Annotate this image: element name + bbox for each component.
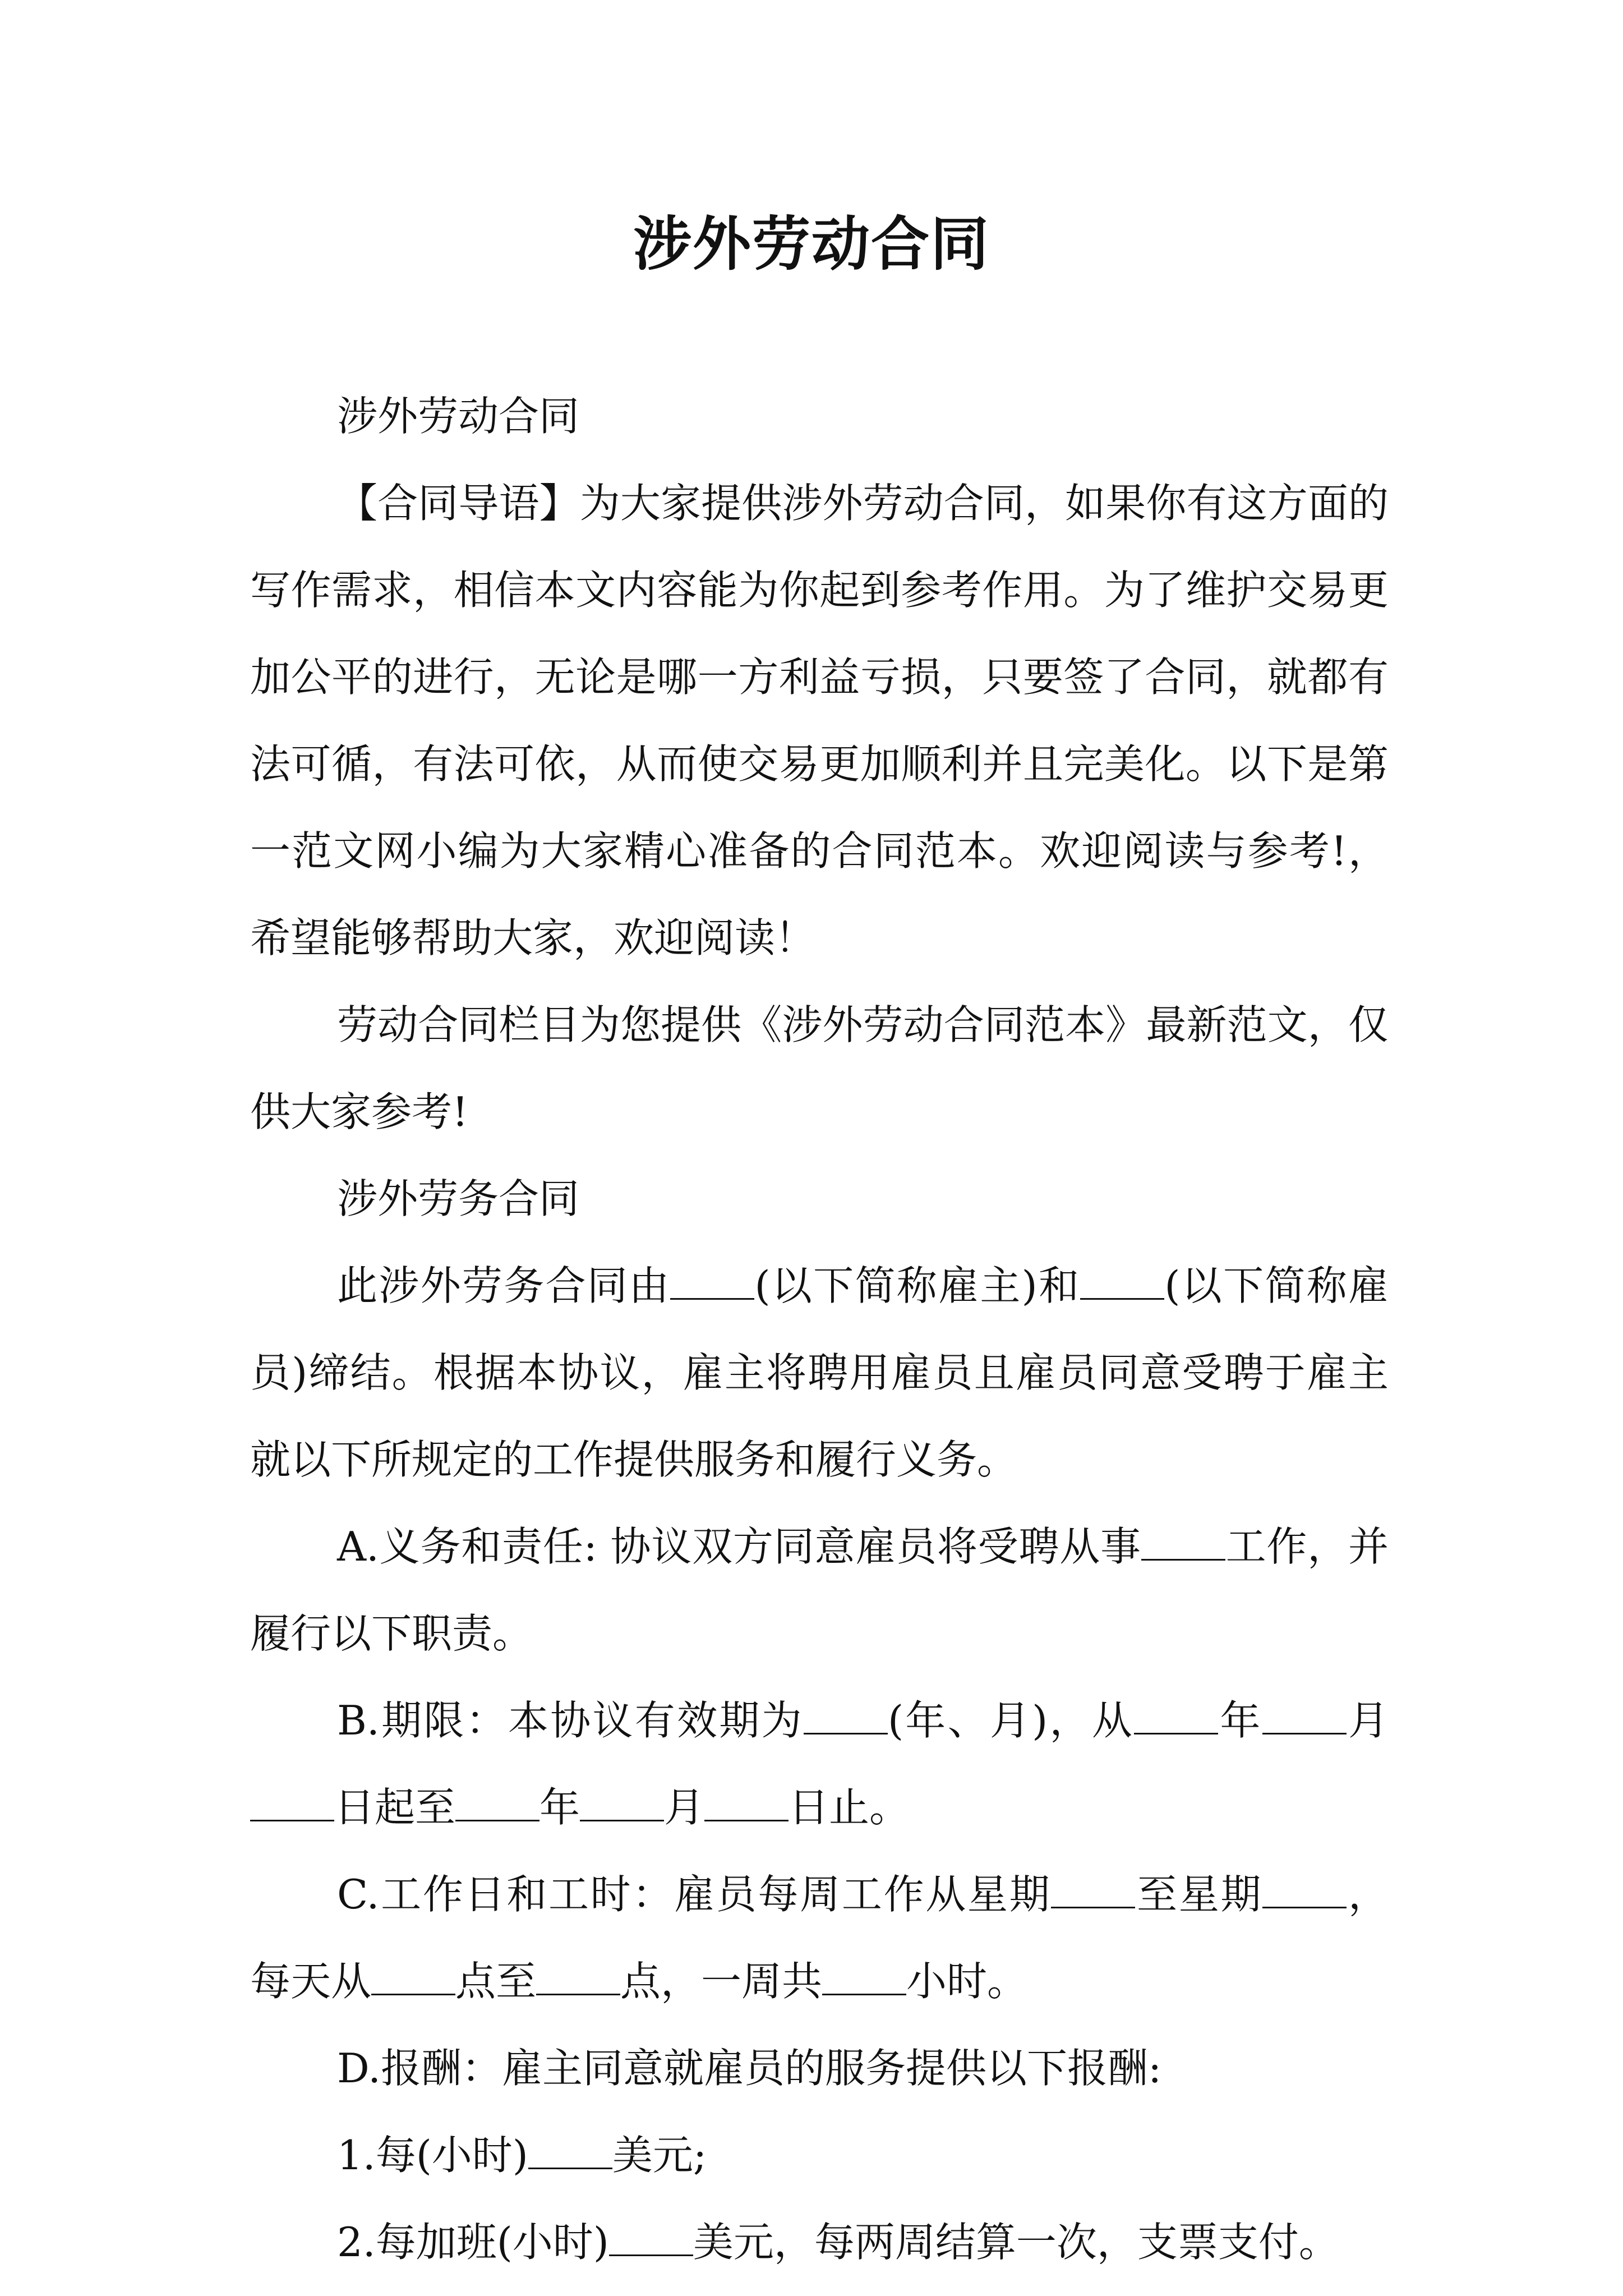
parties-text-3: (以下简称雇员)缔结。根据本协议，雇主将聘用雇员且雇员同意受聘于雇主就以下所规定的工作提供服务和履行义务。 xyxy=(250,1262,1389,1483)
pay-item-1 xyxy=(250,2112,1389,2199)
clause-b-paragraph xyxy=(250,1677,1389,1851)
clause-b-text-5: 日起至 xyxy=(334,1784,456,1831)
pay-item-1-text-1: 1.每(小时) xyxy=(337,2132,528,2179)
column-note-paragraph: 劳动合同栏目为您提供《涉外劳动合同范本》最新范文，仅供大家参考! xyxy=(250,1001,1389,1135)
clause-b-text-2: (年、月)，从 xyxy=(887,1697,1135,1744)
parties-text-2: (以下简称雇主)和 xyxy=(754,1262,1081,1309)
clause-c-text-3: ，每天从 xyxy=(250,1871,1389,2005)
employee-blank[interactable] xyxy=(1080,1262,1164,1300)
term-blank[interactable] xyxy=(804,1696,888,1734)
parties-text-1: 此涉外劳务合同由 xyxy=(337,1262,671,1309)
weekday-from-blank[interactable] xyxy=(1051,1870,1135,1908)
pay-item-2-text-1: 2.每加班(小时) xyxy=(337,2219,609,2266)
clause-c-text-5: 点，一周共 xyxy=(620,1958,823,2005)
clause-c-text-1: C.工作日和工时：雇员每周工作从星期 xyxy=(337,1871,1052,1918)
clause-b-text-4: 月 xyxy=(1346,1697,1389,1744)
hour-from-blank[interactable] xyxy=(371,1957,455,1995)
clause-b-text-6: 年 xyxy=(540,1784,580,1831)
clause-a-paragraph xyxy=(250,1503,1389,1677)
overtime-rate-blank[interactable] xyxy=(609,2218,693,2256)
subtitle-paragraph: 涉外劳动合同 xyxy=(337,393,580,440)
employer-blank[interactable] xyxy=(670,1262,754,1300)
end-month-blank[interactable] xyxy=(580,1783,664,1821)
hourly-rate-blank[interactable] xyxy=(528,2131,612,2169)
clause-c-text-6: 小时。 xyxy=(906,1958,1028,2005)
job-blank[interactable] xyxy=(1141,1522,1225,1561)
pay-item-2-text-2: 美元，每两周结算一次，支票支付。 xyxy=(693,2219,1339,2266)
start-day-blank[interactable] xyxy=(250,1783,334,1821)
pay-item-1-text-2: 美元; xyxy=(612,2132,707,2179)
document-title: 涉外劳动合同 xyxy=(633,210,990,278)
hour-to-blank[interactable] xyxy=(536,1957,620,1995)
clause-c-paragraph xyxy=(250,1851,1389,2025)
end-year-blank[interactable] xyxy=(455,1783,540,1821)
intro-paragraph: 【合同导语】为大家提供涉外劳动合同，如果你有这方面的写作需求，相信本文内容能为你起到参考作用。为了维护交易更加公平的进行，无论是哪一方利益亏损，只要签了合同，就都有法可循，有法可依，从而使交易更加顺利并且完美化。以下是第一范文网小编为大家精心准备的合同范本。欢迎阅读与参考!，希望能够帮助大家，欢迎阅读！ xyxy=(250,480,1389,961)
weekly-hours-blank[interactable] xyxy=(822,1957,906,1995)
clause-b-text-3: 年 xyxy=(1218,1697,1262,1744)
clause-a-text-2: 工作，并履行以下职责。 xyxy=(250,1523,1389,1657)
clause-c-text-4: 点至 xyxy=(455,1958,537,2005)
contract-heading-paragraph: 涉外劳务合同 xyxy=(337,1175,580,1222)
document-body xyxy=(250,373,1389,2286)
clause-d-paragraph: D.报酬：雇主同意就雇员的服务提供以下报酬: xyxy=(337,2045,1162,2092)
start-month-blank[interactable] xyxy=(1262,1696,1347,1734)
clause-a-text-1: A.义务和责任: 协议双方同意雇员将受聘从事 xyxy=(337,1523,1141,1570)
end-day-blank[interactable] xyxy=(704,1783,789,1821)
clause-b-text-7: 月 xyxy=(664,1784,705,1831)
pay-item-2 xyxy=(250,2199,1389,2286)
clause-b-text-8: 日止。 xyxy=(789,1784,910,1831)
clause-c-text-2: 至星期 xyxy=(1135,1871,1263,1918)
start-year-blank[interactable] xyxy=(1134,1696,1218,1734)
clause-b-text-1: B.期限：本协议有效期为 xyxy=(337,1697,804,1744)
parties-paragraph xyxy=(250,1243,1389,1503)
weekday-to-blank[interactable] xyxy=(1262,1870,1347,1908)
